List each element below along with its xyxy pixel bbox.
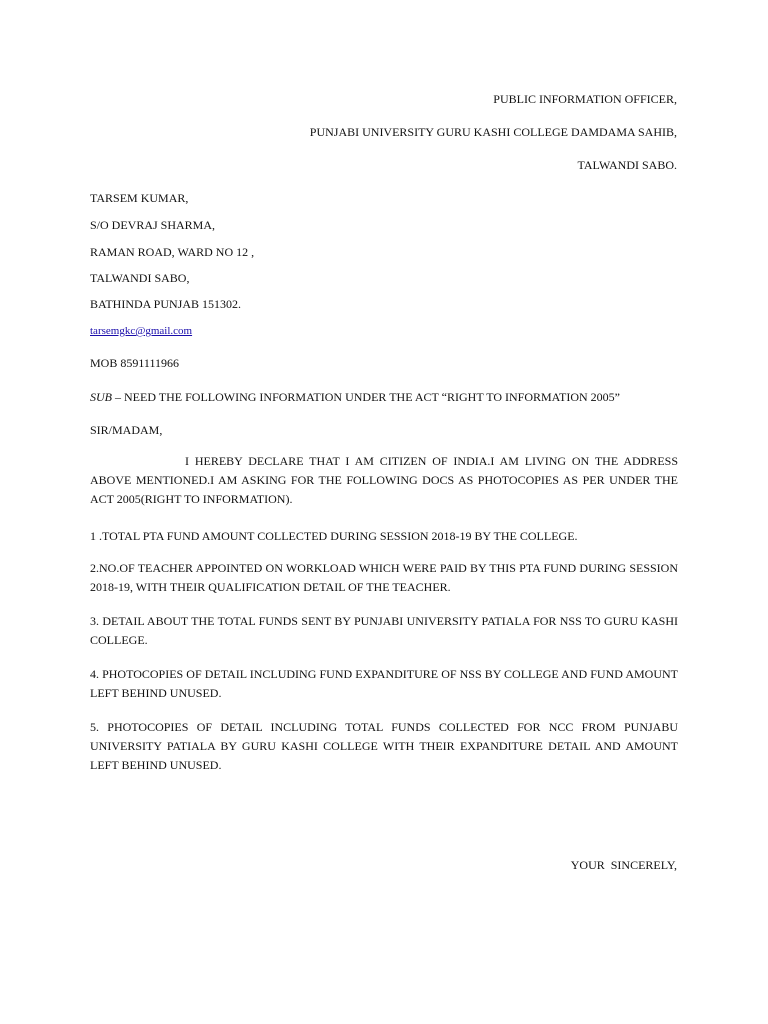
sender-email-link[interactable]: tarsemgkc@gmail.com xyxy=(90,325,193,337)
declaration-text: I HEREBY DECLARE THAT I AM CITIZEN OF INDIA.I AM LIVING ON THE ADDRESS ABOVE MENTIONED.I AM ASKING FOR THE FOLLOWING DOCS AS PHOTOCOPIES AS PER UNDER THE ACT 2005(RIGHT TO INFORMATION). xyxy=(90,454,678,506)
sender-relation: S/O DEVRAJ SHARMA, xyxy=(90,218,216,232)
request-item-5: 5. PHOTOCOPIES OF DETAIL INCLUDING TOTAL FUNDS COLLECTED FOR NCC FROM PUNJABU UNIVERSITY PATIALA BY GURU KASHI COLLEGE WITH THEIR EXPANDITURE DETAIL AND AMOUNT LEFT BEHIND UNUSED. xyxy=(90,720,678,772)
recipient-institution: PUNJABI UNIVERSITY GURU KASHI COLLEGE DAMDAMA SAHIB, xyxy=(309,125,677,139)
sender-name: TARSEM KUMAR, xyxy=(90,191,189,205)
subject-label: SUB xyxy=(90,390,112,404)
sender-address-line-3: BATHINDA PUNJAB 151302. xyxy=(90,297,242,311)
declaration-paragraph xyxy=(90,452,678,509)
recipient-title: PUBLIC INFORMATION OFFICER, xyxy=(493,92,677,106)
sender-mobile: MOB 8591111966 xyxy=(90,356,180,370)
request-item-3: 3. DETAIL ABOUT THE TOTAL FUNDS SENT BY PUNJABI UNIVERSITY PATIALA FOR NSS TO GURU KASHI COLLEGE. xyxy=(90,614,678,647)
subject-text: – NEED THE FOLLOWING INFORMATION UNDER THE ACT “RIGHT TO INFORMATION 2005” xyxy=(112,390,620,404)
request-item-4: 4. PHOTOCOPIES OF DETAIL INCLUDING FUND EXPANDITURE OF NSS BY COLLEGE AND FUND AMOUNT LEFT BEHIND UNUSED. xyxy=(90,667,678,700)
closing-valediction: YOUR SINCERELY, xyxy=(570,858,677,872)
recipient-location: TALWANDI SABO. xyxy=(577,158,677,172)
sender-address-line-2: TALWANDI SABO, xyxy=(90,271,190,285)
salutation: SIR/MADAM, xyxy=(90,423,163,437)
sender-address-line-1: RAMAN ROAD, WARD NO 12 , xyxy=(90,245,255,259)
subject-line xyxy=(90,390,620,404)
request-item-2: 2.NO.OF TEACHER APPOINTED ON WORKLOAD WHICH WERE PAID BY THIS PTA FUND DURING SESSION 2018-19, WITH THEIR QUALIFICATION DETAIL OF THE TEACHER. xyxy=(90,561,678,594)
request-item-1: 1 .TOTAL PTA FUND AMOUNT COLLECTED DURING SESSION 2018-19 BY THE COLLEGE. xyxy=(90,529,578,543)
